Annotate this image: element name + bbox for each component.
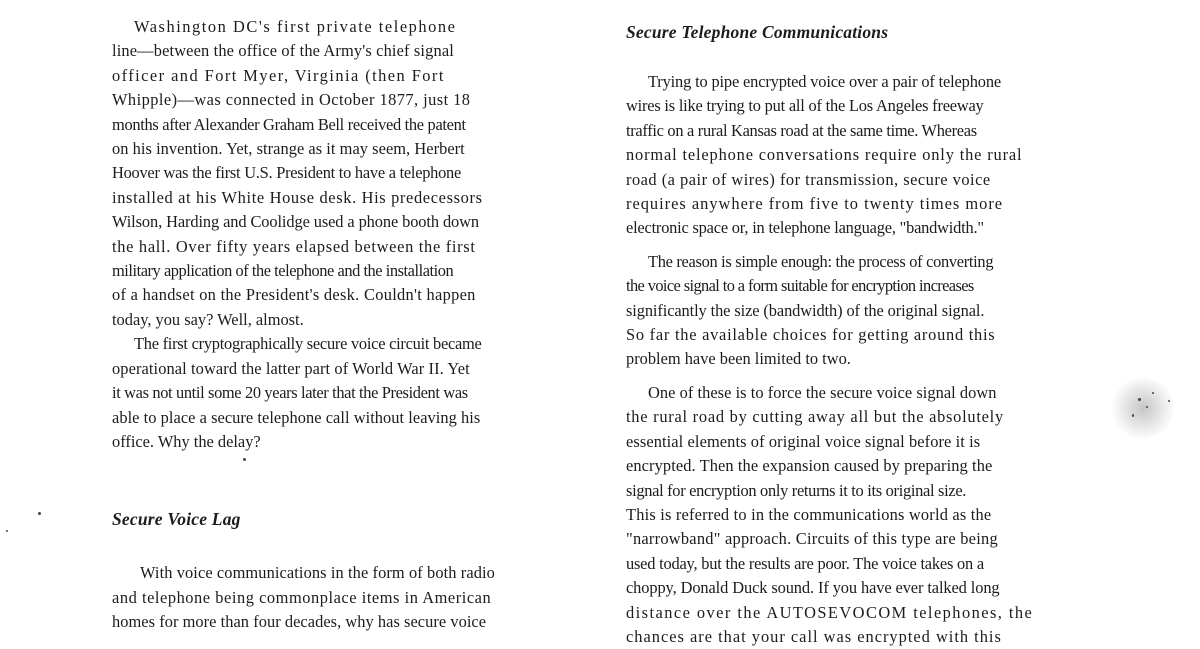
text-line: line—between the office of the Army's chief signal [112, 41, 454, 61]
text-line: today, you say? Well, almost. [112, 309, 304, 329]
text-line: With voice communications in the form of both radio [140, 563, 495, 583]
scan-speck [1168, 400, 1170, 402]
text-line: able to place a secure telephone call without leaving his [112, 407, 481, 427]
text-line: wires is like trying to put all of the Los Angeles freeway [626, 96, 984, 116]
text-line: signal for encryption only returns it to its original size. [626, 480, 967, 500]
text-line: officer and Fort Myer, Virginia (then Fort [112, 65, 445, 85]
text-line: it was not until some 20 years later that the President was [112, 383, 468, 403]
text-line: the voice signal to a form suitable for encryption increases [626, 276, 974, 296]
scan-speck [1138, 398, 1141, 401]
text-line: requires anywhere from five to twenty times more [626, 194, 1004, 214]
text-line: This is referred to in the communications world as the [626, 504, 992, 524]
right-paragraph-3 [626, 381, 1104, 649]
text-line: choppy, Donald Duck sound. If you have ever talked long [626, 578, 1000, 598]
text-line: traffic on a rural Kansas road at the same time. Whereas [626, 120, 977, 140]
text-line: the rural road by cutting away all but the absolutely [626, 407, 1004, 427]
right-paragraph-2 [626, 250, 1104, 372]
text-line: the hall. Over fifty years elapsed between the first [112, 236, 476, 256]
scan-speck [243, 458, 246, 461]
text-line: Hoover was the first U.S. President to have a telephone [112, 163, 462, 183]
left-paragraph-3 [112, 561, 590, 634]
scan-smudge [1108, 378, 1178, 438]
right-paragraph-1 [626, 70, 1104, 241]
text-line: "narrowband" approach. Circuits of this type are being [626, 529, 998, 549]
text-line: office. Why the delay? [112, 431, 261, 451]
text-line: normal telephone conversations require only the rural [626, 145, 1023, 165]
text-line: essential elements of original voice signal before it is [626, 431, 981, 451]
left-paragraph-2 [112, 332, 590, 454]
scan-speck [1152, 392, 1154, 394]
text-line: distance over the AUTOSEVOCOM telephones, the [626, 602, 1034, 622]
text-line: and telephone being commonplace items in American [112, 587, 492, 607]
section-heading: Secure Telephone Communications [626, 22, 889, 42]
text-line: on his invention. Yet, strange as it may seem, Herbert [112, 139, 465, 159]
scan-speck [1146, 406, 1148, 408]
text-line: The first cryptographically secure voice circuit became [134, 334, 482, 354]
scan-speck [38, 512, 41, 515]
text-line: months after Alexander Graham Bell received the patent [112, 114, 466, 134]
text-line: So far the available choices for getting around this [626, 325, 996, 345]
text-line: The reason is simple enough: the process of converting [648, 251, 994, 271]
text-line: problem have been limited to two. [626, 349, 851, 369]
text-line: road (a pair of wires) for transmission, secure voice [626, 169, 991, 189]
text-line: encrypted. Then the expansion caused by preparing the [626, 456, 993, 476]
section-heading: Secure Voice Lag [112, 509, 241, 530]
text-line: significantly the size (bandwidth) of the original signal. [626, 300, 985, 320]
scan-speck [6, 530, 8, 532]
scan-speck [1132, 414, 1134, 417]
right-column [626, 0, 1104, 649]
text-line: Trying to pipe encrypted voice over a pair of telephone [648, 72, 1001, 91]
text-line: Wilson, Harding and Coolidge used a phone booth down [112, 212, 479, 232]
left-paragraph-1 [112, 15, 590, 332]
text-line: One of these is to force the secure voice signal down [648, 382, 997, 402]
text-line: used today, but the results are poor. The voice takes on a [626, 553, 984, 573]
text-line: military application of the telephone and the installation [112, 261, 454, 281]
text-line: of a handset on the President's desk. Couldn't happen [112, 285, 476, 305]
text-line: Whipple)—was connected in October 1877, just 18 [112, 90, 471, 110]
text-line: installed at his White House desk. His predecessors [112, 187, 483, 207]
text-line: electronic space or, in telephone language, "bandwidth." [626, 218, 984, 238]
text-line: operational toward the latter part of World War II. Yet [112, 358, 470, 378]
text-line: chances are that your call was encrypted with this [626, 626, 1002, 646]
text-line: homes for more than four decades, why has secure voice [112, 612, 487, 632]
text-line: Washington DC's first private telephone [134, 17, 457, 36]
left-column [112, 0, 590, 635]
